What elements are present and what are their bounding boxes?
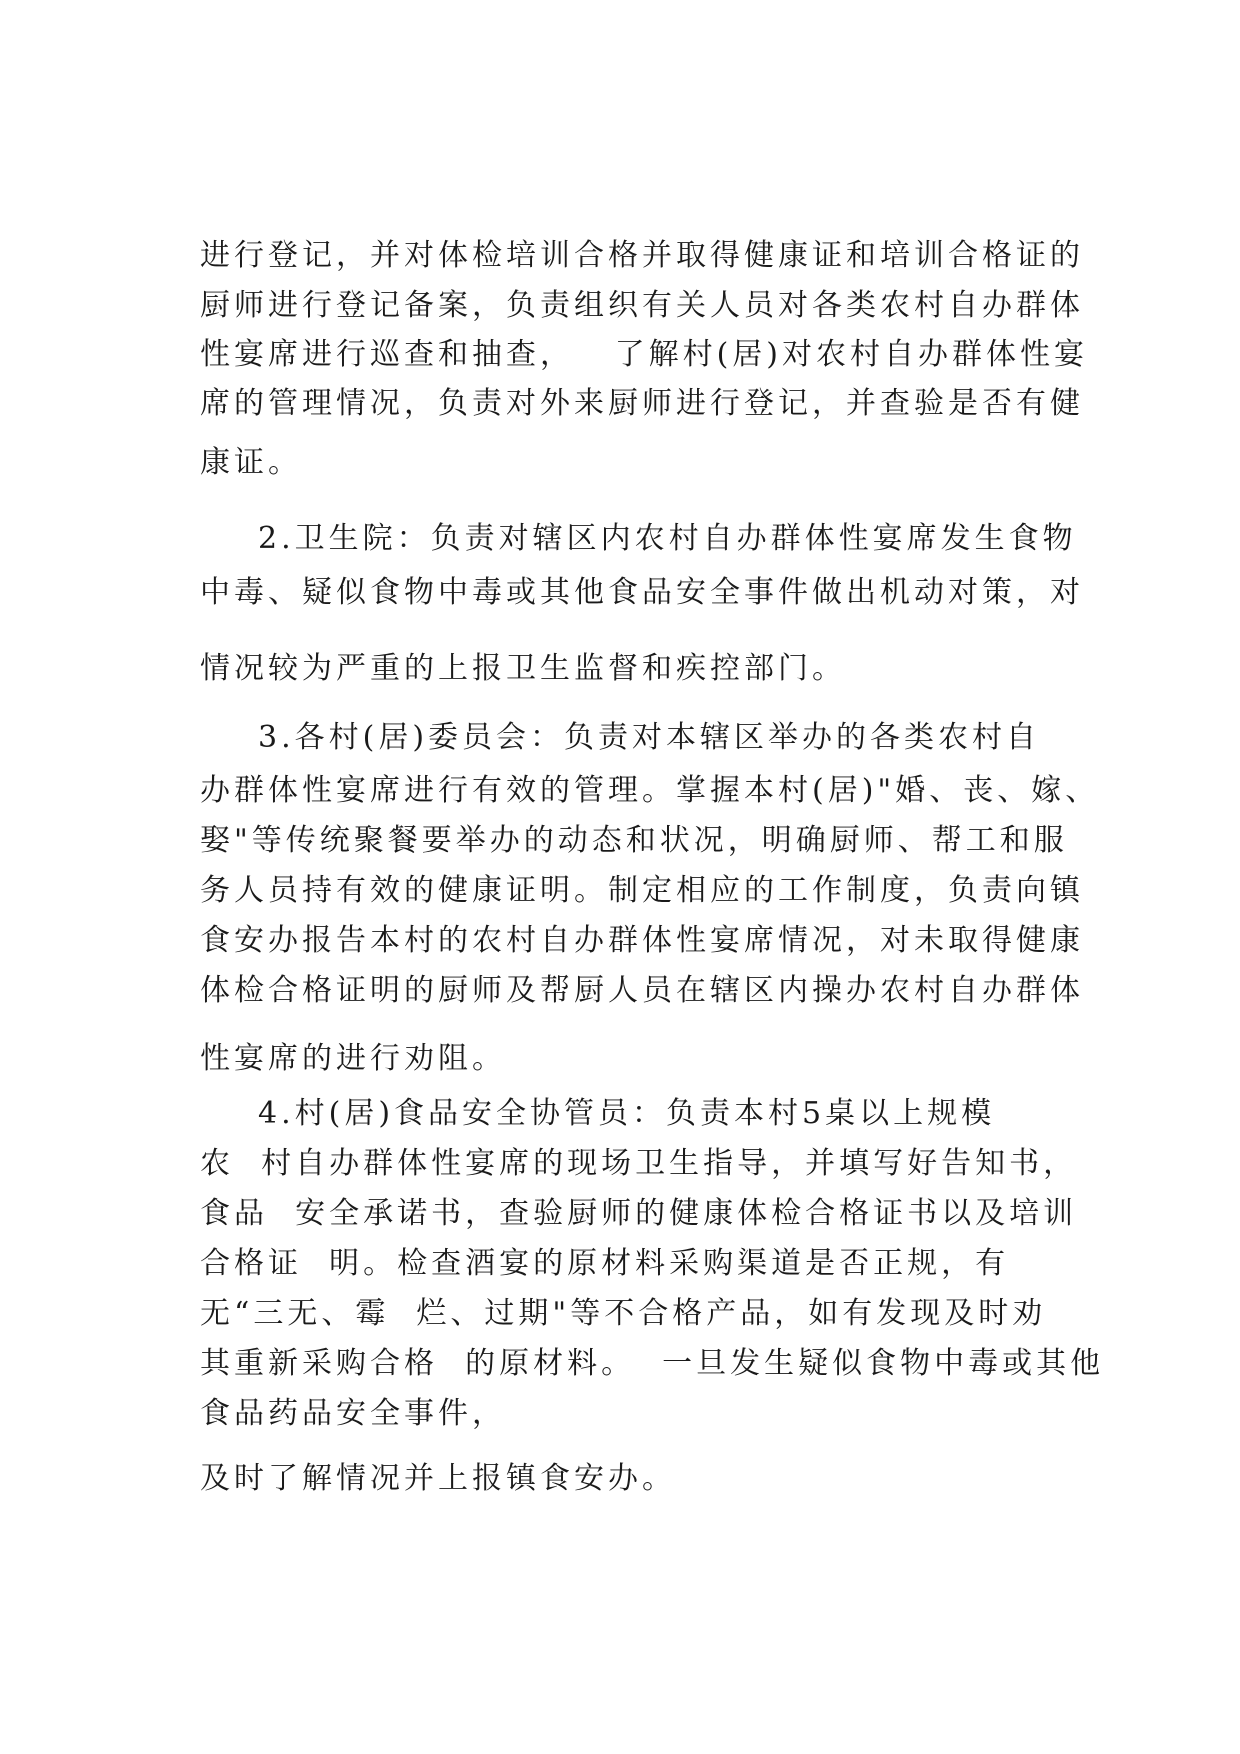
paragraph-3-line-2: 办群体性宴席进行有效的管理。掌握本村(居)"婚、丧、嫁、	[200, 773, 1100, 808]
paragraph-3-line-1: 3.各村(居)委员会：负责对本辖区举办的各类农村自	[258, 720, 1041, 755]
paragraph-4-line-2: 农 村自办群体性宴席的现场卫生指导，并填写好告知书，	[200, 1146, 1078, 1181]
paragraph-4-line-1: 4.村(居)食品安全协管员：负责本村5桌以上规模	[258, 1096, 996, 1131]
paragraph-3-line-6: 体检合格证明的厨师及帮厨人员在辖区内操办农村自办群体	[200, 973, 1084, 1008]
paragraph-4-line-7: 食品药品安全事件，	[200, 1396, 506, 1431]
paragraph-3-line-5: 食安办报告本村的农村自办群体性宴席情况，对未取得健康	[200, 923, 1084, 958]
paragraph-3-line-3: 娶"等传统聚餐要举办的动态和状况，明确厨师、帮工和服	[200, 823, 1068, 858]
paragraph-4-line-4: 合格证 明。检查酒宴的原材料采购渠道是否正规，有	[200, 1246, 1010, 1281]
paragraph-4-line-5: 无“三无、霉 烂、过期"等不合格产品，如有发现及时劝	[200, 1296, 1047, 1331]
paragraph-1-line-5: 康证。	[200, 445, 302, 480]
paragraph-2-line-1: 2.卫生院：负责对辖区内农村自办群体性宴席发生食物	[258, 521, 1077, 556]
paragraph-3-line-7: 性宴席的进行劝阻。	[200, 1041, 506, 1076]
paragraph-4-line-6: 其重新采购合格 的原材料。 一旦发生疑似食物中毒或其他	[200, 1346, 1105, 1381]
paragraph-2-line-3: 情况较为严重的上报卫生监督和疾控部门。	[200, 651, 846, 686]
paragraph-4-line-8: 及时了解情况并上报镇食安办。	[200, 1461, 676, 1496]
paragraph-1-line-3: 性宴席进行巡查和抽查， 了解村(居)对农村自办群体性宴	[200, 337, 1089, 372]
paragraph-4-line-3: 食品 安全承诺书，查验厨师的健康体检合格证书以及培训	[200, 1196, 1078, 1231]
paragraph-1-line-4: 席的管理情况，负责对外来厨师进行登记，并查验是否有健	[200, 386, 1084, 421]
paragraph-3-line-4: 务人员持有效的健康证明。制定相应的工作制度，负责向镇	[200, 873, 1084, 908]
paragraph-1-line-1: 进行登记，并对体检培训合格并取得健康证和培训合格证的	[200, 238, 1084, 273]
paragraph-1-line-2: 厨师进行登记备案，负责组织有关人员对各类农村自办群体	[200, 288, 1084, 323]
paragraph-2-line-2: 中毒、疑似食物中毒或其他食品安全事件做出机动对策，对	[200, 575, 1084, 610]
